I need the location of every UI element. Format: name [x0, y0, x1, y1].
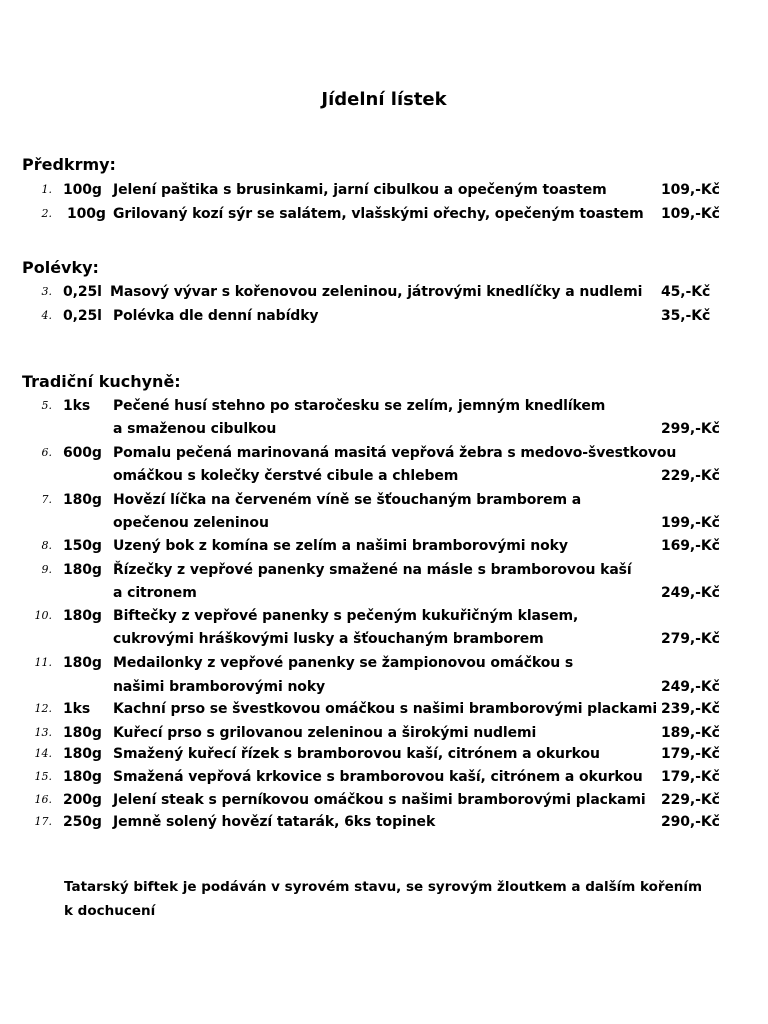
item-price: 249,-Kč — [661, 679, 720, 695]
item-number: 13. — [34, 726, 52, 739]
item-number: 14. — [34, 747, 52, 760]
item-price: 229,-Kč — [661, 792, 720, 808]
item-price: 199,-Kč — [661, 515, 720, 531]
item-price: 189,-Kč — [661, 725, 720, 741]
item-name: Uzený bok z komína se zelím a našimi bramborovými noky — [113, 538, 568, 554]
item-price: 35,-Kč — [661, 308, 711, 324]
item-name-continued: cukrovými hráškovými lusky a šťouchaným bramborem — [113, 631, 544, 647]
item-name: Medailonky z vepřové panenky se žampionovou omáčkou s — [113, 655, 574, 671]
item-name: Grilovaný kozí sýr se salátem, vlašskými ořechy, opečeným toastem — [113, 206, 644, 222]
item-name-continued: našimi bramborovými noky — [113, 679, 326, 695]
item-number: 11. — [34, 656, 52, 669]
item-price: 45,-Kč — [661, 284, 711, 300]
item-number: 4. — [41, 309, 52, 322]
item-quantity: 100g — [67, 206, 106, 222]
item-name: Pomalu pečená marinovaná masitá vepřová žebra s medovo-švestkovou — [113, 445, 677, 461]
item-quantity: 200g — [63, 792, 102, 808]
item-quantity: 100g — [63, 182, 102, 198]
page-title: Jídelní lístek — [321, 89, 447, 110]
tatarak-note: Tatarský biftek je podáván v syrovém stavu, se syrovým žloutkem a dalším kořením — [64, 879, 703, 895]
item-quantity: 180g — [63, 492, 102, 508]
item-name: Pečené husí stehno po staročesku se zelím, jemným knedlíkem — [113, 398, 606, 414]
section-heading-polevky: Polévky: — [22, 258, 99, 277]
section-heading-tradicni-kuchyne: Tradiční kuchyně: — [22, 372, 181, 391]
item-price: 239,-Kč — [661, 701, 720, 717]
item-number: 5. — [41, 399, 52, 412]
item-name: Masový vývar s kořenovou zeleninou, játrovými knedlíčky a nudlemi — [110, 284, 643, 300]
section-heading-predkrmy: Předkrmy: — [22, 155, 116, 174]
item-quantity: 0,25l — [63, 308, 102, 324]
item-name-continued: opečenou zeleninou — [113, 515, 269, 531]
item-number: 9. — [41, 563, 52, 576]
item-name: Smažený kuřecí řízek s bramborovou kaší, citrónem a okurkou — [113, 746, 600, 762]
item-name-continued: a citronem — [113, 585, 197, 601]
item-price: 179,-Kč — [661, 746, 720, 762]
item-quantity: 250g — [63, 814, 102, 830]
item-number: 15. — [34, 770, 52, 783]
item-price: 279,-Kč — [661, 631, 720, 647]
item-price: 109,-Kč — [661, 182, 720, 198]
item-quantity: 600g — [63, 445, 102, 461]
item-number: 2. — [41, 207, 52, 220]
item-price: 179,-Kč — [661, 769, 720, 785]
item-name: Smažená vepřová krkovice s bramborovou kaší, citrónem a okurkou — [113, 769, 643, 785]
item-name: Jemně solený hovězí tatarák, 6ks topinek — [113, 814, 436, 830]
item-name-continued: a smaženou cibulkou — [113, 421, 277, 437]
item-name: Polévka dle denní nabídky — [113, 308, 319, 324]
item-name: Jelení steak s perníkovou omáčkou s našimi bramborovými plackami — [113, 792, 646, 808]
item-name: Řízečky z vepřové panenky smažené na másle s bramborovou kaší — [113, 562, 632, 578]
item-price: 290,-Kč — [661, 814, 720, 830]
item-number: 10. — [34, 609, 52, 622]
item-number: 3. — [41, 285, 52, 298]
item-number: 12. — [34, 702, 52, 715]
item-number: 17. — [34, 815, 52, 828]
item-quantity: 1ks — [63, 701, 91, 717]
item-quantity: 1ks — [63, 398, 91, 414]
item-name: Biftečky z vepřové panenky s pečeným kukuřičným klasem, — [113, 608, 579, 624]
item-quantity: 150g — [63, 538, 102, 554]
item-number: 16. — [34, 793, 52, 806]
item-name-continued: omáčkou s kolečky čerstvé cibule a chlebem — [113, 468, 459, 484]
item-number: 8. — [41, 539, 52, 552]
item-price: 229,-Kč — [661, 468, 720, 484]
tatarak-note-continued: k dochucení — [64, 903, 156, 919]
item-price: 169,-Kč — [661, 538, 720, 554]
item-quantity: 180g — [63, 769, 102, 785]
item-price: 249,-Kč — [661, 585, 720, 601]
item-quantity: 180g — [63, 725, 102, 741]
item-number: 6. — [41, 446, 52, 459]
item-quantity: 0,25l — [63, 284, 102, 300]
item-number: 7. — [41, 493, 52, 506]
item-price: 299,-Kč — [661, 421, 720, 437]
item-name: Jelení paštika s brusinkami, jarní cibulkou a opečeným toastem — [113, 182, 607, 198]
item-name: Kuřecí prso s grilovanou zeleninou a širokými nudlemi — [113, 725, 537, 741]
item-quantity: 180g — [63, 608, 102, 624]
item-number: 1. — [41, 183, 52, 196]
item-quantity: 180g — [63, 746, 102, 762]
item-name: Hovězí líčka na červeném víně se šťouchaným bramborem a — [113, 492, 582, 508]
item-price: 109,-Kč — [661, 206, 720, 222]
item-name: Kachní prso se švestkovou omáčkou s našimi bramborovými plackami — [113, 701, 658, 717]
item-quantity: 180g — [63, 562, 102, 578]
item-quantity: 180g — [63, 655, 102, 671]
